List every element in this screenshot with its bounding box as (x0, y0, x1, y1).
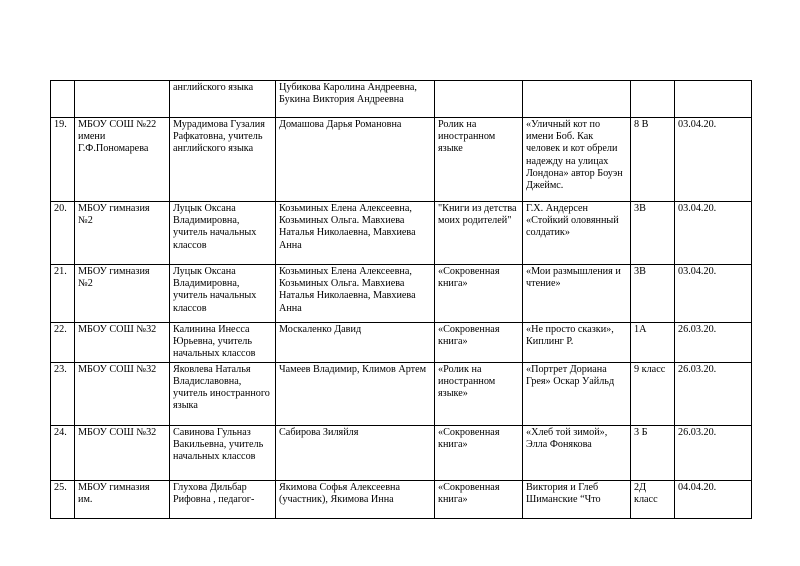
teacher-cell: английского языка (170, 81, 276, 118)
students-cell: Чамеев Владимир, Климов Артем (276, 362, 435, 425)
students-cell: Цубикова Каролина Андреевна, Букина Виктория Андреевна (276, 81, 435, 118)
school-cell: МБОУ СОШ №32 (75, 362, 170, 425)
work-cell: «Мои размышления и чтение» (523, 265, 631, 323)
grade-cell: 9 класс (631, 362, 675, 425)
form-cell: «Сокровенная книга» (435, 425, 523, 480)
date-cell: 26.03.20. (675, 362, 752, 425)
date-cell: 03.04.20. (675, 265, 752, 323)
grade-cell: 3 Б (631, 425, 675, 480)
row-number-cell: 22. (51, 323, 75, 363)
date-cell: 26.03.20. (675, 323, 752, 363)
work-cell: Г.Х. Андерсен «Стойкий оловянный солдатик» (523, 202, 631, 265)
form-cell: "Книги из детства моих родителей" (435, 202, 523, 265)
school-cell: МБОУ гимназия №2 (75, 202, 170, 265)
students-cell: Москаленко Давид (276, 323, 435, 363)
date-cell: 03.04.20. (675, 118, 752, 202)
teacher-cell: Савинова Гульназ Вакильевна, учитель начальных классов (170, 425, 276, 480)
form-cell: «Сокровенная книга» (435, 480, 523, 518)
form-cell: «Сокровенная книга» (435, 323, 523, 363)
school-cell: МБОУ гимназия им. (75, 480, 170, 518)
row-number-cell: 20. (51, 202, 75, 265)
grade-cell: 3В (631, 265, 675, 323)
table-row (51, 425, 752, 480)
table-body (51, 81, 752, 519)
row-number-cell: 23. (51, 362, 75, 425)
work-cell: «Портрет Дориана Грея» Оскар Уайльд (523, 362, 631, 425)
students-cell: Козьминых Елена Алексеевна, Козьминых Ольга. Мавхиева Наталья Николаевна, Мавхиева Анна (276, 202, 435, 265)
table-row (51, 81, 752, 118)
work-cell: «Уличный кот по имени Боб. Как человек и кот обрели надежду на улицах Лондона» автор Боуэн Джеймс. (523, 118, 631, 202)
grade-cell (631, 81, 675, 118)
grade-cell: 8 В (631, 118, 675, 202)
teacher-cell: Глухова Дильбар Рифовна , педагог- (170, 480, 276, 518)
form-cell: «Ролик на иностранном языке» (435, 362, 523, 425)
date-cell (675, 81, 752, 118)
row-number-cell: 19. (51, 118, 75, 202)
work-cell: Виктория и Глеб Шиманские “Что (523, 480, 631, 518)
date-cell: 03.04.20. (675, 202, 752, 265)
grade-cell: 1А (631, 323, 675, 363)
teacher-cell: Луцык Оксана Владимировна, учитель начальных классов (170, 202, 276, 265)
work-cell (523, 81, 631, 118)
table-row (51, 202, 752, 265)
school-cell: МБОУ СОШ №22 имени Г.Ф.Пономарева (75, 118, 170, 202)
table-row (51, 118, 752, 202)
form-cell: Ролик на иностранном языке (435, 118, 523, 202)
row-number-cell: 25. (51, 480, 75, 518)
form-cell: «Сокровенная книга» (435, 265, 523, 323)
table-row (51, 362, 752, 425)
row-number-cell: 24. (51, 425, 75, 480)
teacher-cell: Калинина Инесса Юрьевна, учитель начальных классов (170, 323, 276, 363)
school-cell: МБОУ СОШ №32 (75, 425, 170, 480)
table-row (51, 480, 752, 518)
date-cell: 04.04.20. (675, 480, 752, 518)
row-number-cell: 21. (51, 265, 75, 323)
students-cell: Козьминых Елена Алексеевна, Козьминых Ольга. Мавхиева Наталья Николаевна, Мавхиева Анна (276, 265, 435, 323)
grade-cell: 2Д класс (631, 480, 675, 518)
table-row (51, 323, 752, 363)
students-cell: Якимова Софья Алексеевна (участник), Якимова Инна (276, 480, 435, 518)
students-cell: Домашова Дарья Романовна (276, 118, 435, 202)
students-cell: Сабирова Зиляйля (276, 425, 435, 480)
teacher-cell: Яковлева Наталья Владиславовна, учитель иностранного языка (170, 362, 276, 425)
form-cell (435, 81, 523, 118)
school-cell: МБОУ гимназия №2 (75, 265, 170, 323)
work-cell: «Хлеб той зимой», Элла Фонякова (523, 425, 631, 480)
work-cell: «Не просто сказки», Киплинг Р. (523, 323, 631, 363)
teacher-cell: Луцык Оксана Владимировна, учитель начальных классов (170, 265, 276, 323)
table-row (51, 265, 752, 323)
date-cell: 26.03.20. (675, 425, 752, 480)
teacher-cell: Мурадимова Гузалия Рафкатовна, учитель английского языка (170, 118, 276, 202)
school-cell (75, 81, 170, 118)
school-cell: МБОУ СОШ №32 (75, 323, 170, 363)
grade-cell: 3В (631, 202, 675, 265)
participants-table (50, 80, 752, 519)
row-number-cell (51, 81, 75, 118)
